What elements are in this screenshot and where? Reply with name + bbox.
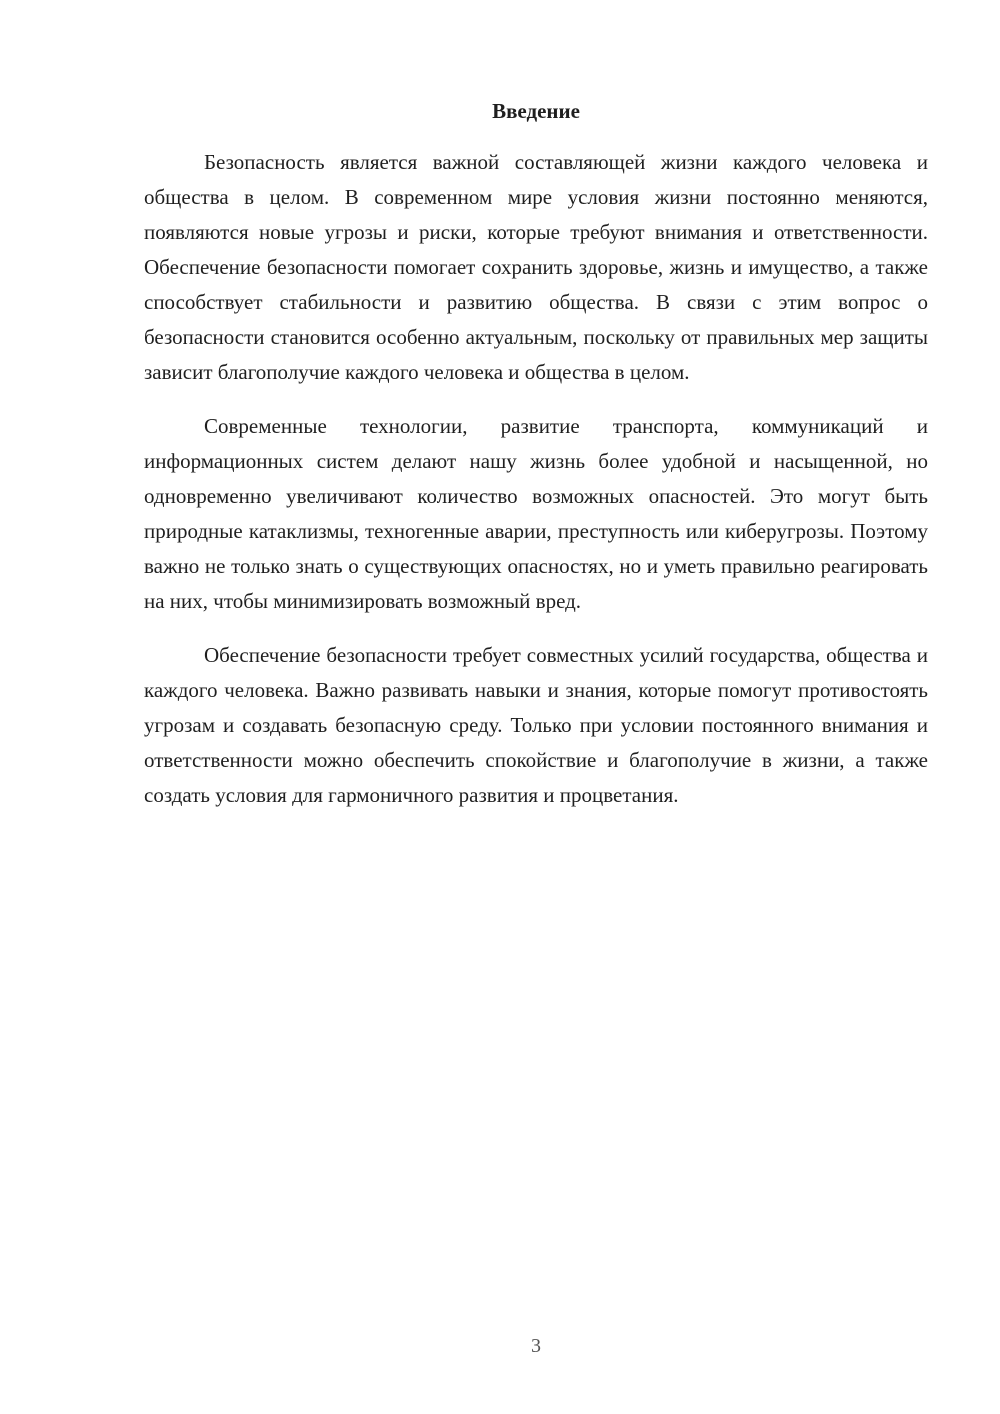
paragraph-3: Обеспечение безопасности требует совместных усилий государства, общества и каждого человека. Важно развивать навыки и знания, которые помогут противостоять угрозам и создавать безопасную среду. Только при условии постоянного внимания и ответственности можно обеспечить спокойствие и благополучие в жизни, а также создать условия для гармоничного развития и процветания.	[144, 643, 928, 807]
paragraph-1: Безопасность является важной составляющей жизни каждого человека и общества в целом. В современном мире условия жизни постоянно меняются, появляются новые угрозы и риски, которые требуют внимания и ответственности. Обеспечение безопасности помогает сохранить здоровье, жизнь и имущество, а также способствует стабильности и развитию общества. В связи с этим вопрос о безопасности становится особенно актуальным, поскольку от правильных мер защиты зависит благополучие каждого человека и общества в целом.	[144, 150, 928, 384]
paragraph-2: Современные технологии, развитие транспорта, коммуникаций и информационных систем делают нашу жизнь более удобной и насыщенной, но одновременно увеличивают количество возможных опасностей. Это могут быть природные катаклизмы, техногенные аварии, преступность или киберугрозы. Поэтому важно не только знать о существующих опасностях, но и уметь правильно реагировать на них, чтобы минимизировать возможный вред.	[144, 414, 928, 613]
page-content	[144, 94, 928, 813]
section-title: Введение	[492, 99, 580, 123]
page-number: 3	[531, 1335, 541, 1357]
